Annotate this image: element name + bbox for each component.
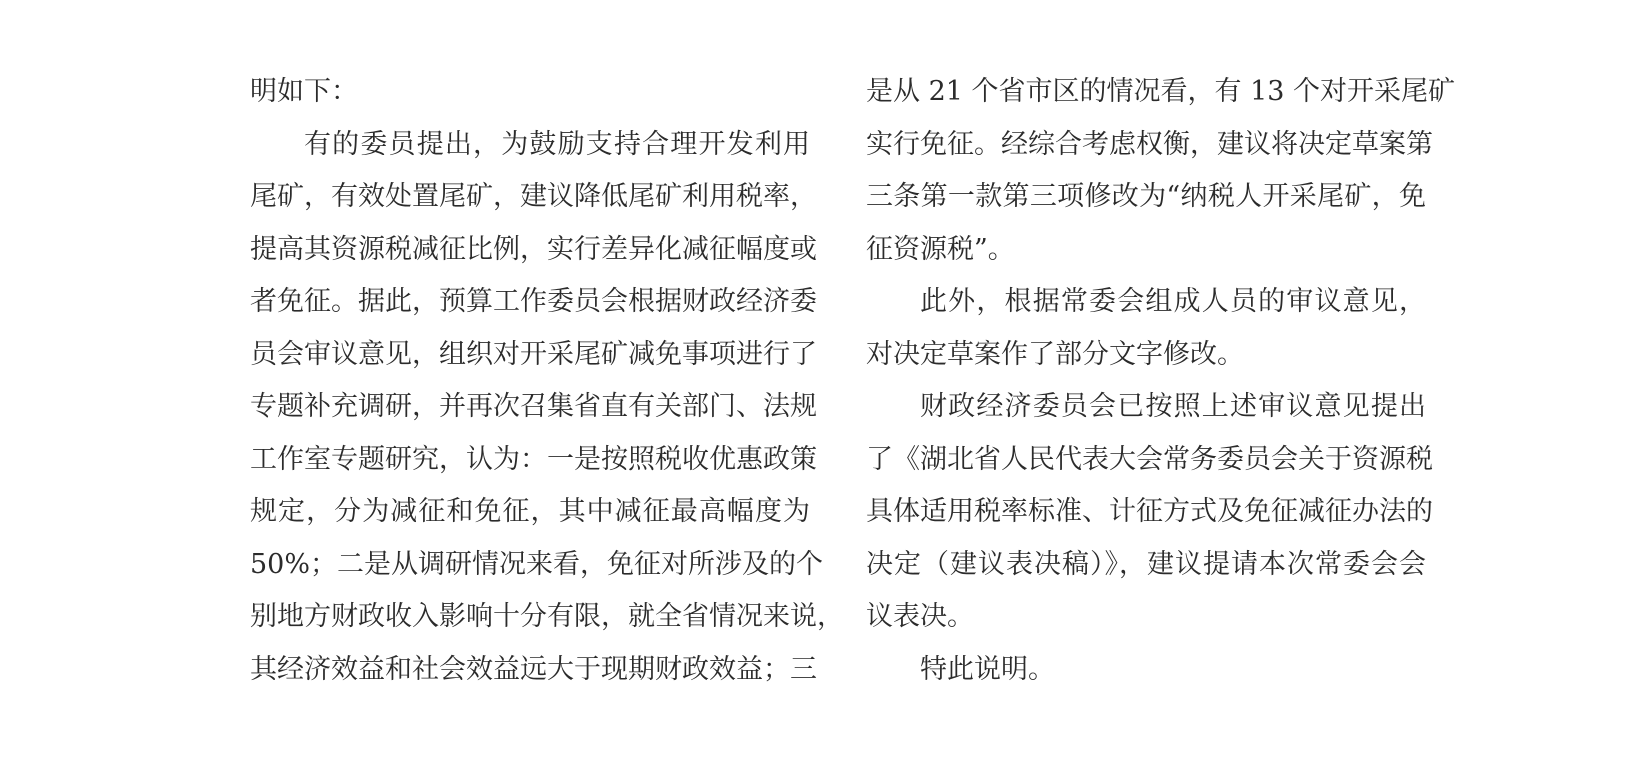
left-text-column <box>250 66 844 696</box>
paragraph-line: 特此说明。 <box>920 653 1055 685</box>
paragraph-line: 其经济效益和社会效益远大于现期财政效益；三 <box>250 653 817 685</box>
paragraph-line: 征资源税”。 <box>866 233 1015 265</box>
paragraph-line: 明如下： <box>250 76 358 107</box>
paragraph-line: 财政经济委员会已按照上述审议意见提出 <box>920 391 1426 422</box>
paragraph-line: 决定（建议表决稿）》，建议提请本次常委会会 <box>866 548 1426 580</box>
paragraph-line: 此外，根据常委会组成人员的审议意见， <box>920 286 1426 317</box>
paragraph-line: 具体适用税率标准、计征方式及免征减征办法的 <box>866 496 1433 527</box>
paragraph-line: 员会审议意见，组织对开采尾矿减免事项进行了 <box>250 338 817 370</box>
right-text-column <box>866 66 1456 696</box>
paragraph-line: 尾矿，有效处置尾矿，建议降低尾矿利用税率， <box>250 181 817 212</box>
paragraph-line: 50%；二是从调研情况来看，免征对所涉及的个 <box>250 548 824 580</box>
paragraph-line: 对决定草案作了部分文字修改。 <box>866 338 1244 370</box>
paragraph-line: 别地方财政收入影响十分有限，就全省情况来说， <box>250 601 844 632</box>
paragraph-line: 有的委员提出，为鼓励支持合理开发利用 <box>304 128 810 160</box>
paragraph-line: 了《湖北省人民代表大会常务委员会关于资源税 <box>866 443 1433 475</box>
paragraph-line: 工作室专题研究，认为：一是按照税收优惠政策 <box>250 443 817 475</box>
paragraph-line: 实行免征。经综合考虑权衡，建议将决定草案第 <box>866 128 1433 160</box>
paragraph-line: 者免征。据此，预算工作委员会根据财政经济委 <box>250 286 817 317</box>
paragraph-line: 是从 21 个省市区的情况看，有 13 个对开采尾矿 <box>866 76 1456 107</box>
paragraph-line: 提高其资源税减征比例，实行差异化减征幅度或 <box>250 233 817 265</box>
paragraph-line: 专题补充调研，并再次召集省直有关部门、法规 <box>250 391 817 422</box>
paragraph-line: 议表决。 <box>866 601 974 632</box>
paragraph-line: 三条第一款第三项修改为“纳税人开采尾矿，免 <box>866 181 1426 212</box>
paragraph-line: 规定，分为减征和免征，其中减征最高幅度为 <box>250 496 810 527</box>
